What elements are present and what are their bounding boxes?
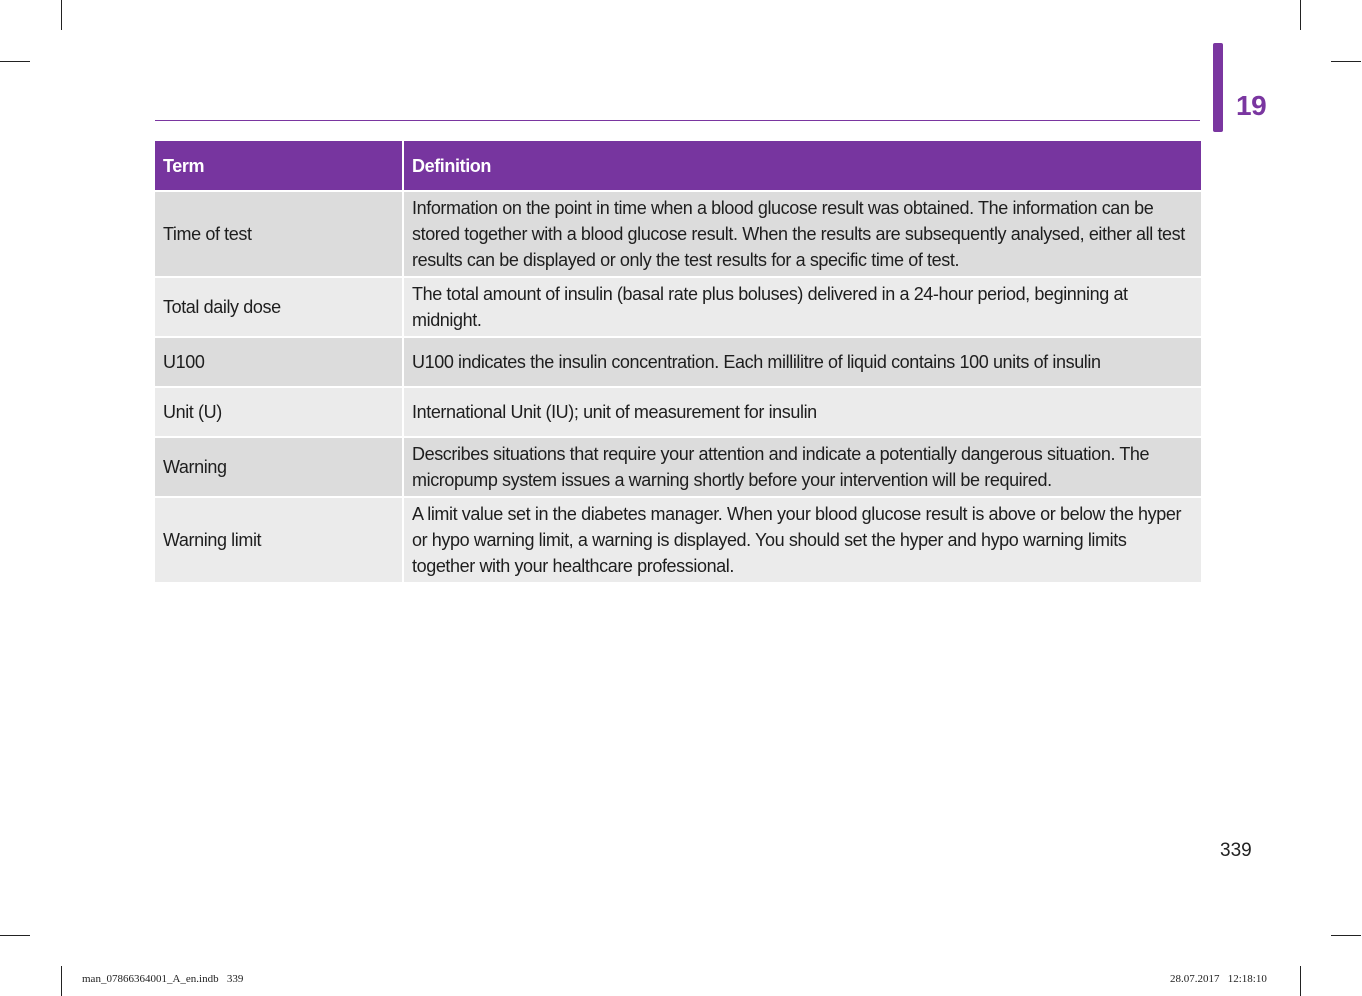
header-rule	[155, 120, 1200, 121]
definition-cell: International Unit (IU); unit of measurement for insulin	[403, 387, 1201, 437]
definition-cell: U100 indicates the insulin concentration. Each millilitre of liquid contains 100 units of insulin	[403, 337, 1201, 387]
table-row	[155, 437, 1201, 497]
term-cell: Unit (U)	[155, 387, 403, 437]
crop-mark	[0, 935, 30, 936]
table-row	[155, 191, 1201, 277]
print-timestamp: 28.07.2017 12:18:10	[1170, 973, 1267, 985]
definition-cell: A limit value set in the diabetes manager. When your blood glucose result is above or below the hyper or hypo warning limit, a warning is displayed. You should set the hyper and hypo warning limits together with your healthcare professional.	[403, 497, 1201, 582]
table-row	[155, 337, 1201, 387]
definition-cell: Describes situations that require your attention and indicate a potentially dangerous situation. The micropump system issues a warning shortly before your intervention will be required.	[403, 437, 1201, 497]
table-row	[155, 497, 1201, 582]
header-term: Term	[155, 141, 403, 191]
crop-mark	[1331, 61, 1361, 62]
chapter-number: 19	[1236, 90, 1267, 121]
definition-cell: Information on the point in time when a blood glucose result was obtained. The information can be stored together with a blood glucose result. When the results are subsequently analysed, either all test results can be displayed or only the test results for a specific time of test.	[403, 191, 1201, 277]
crop-mark	[1331, 935, 1361, 936]
chapter-tab-bar	[1213, 43, 1223, 132]
crop-mark	[0, 61, 30, 62]
term-cell: Time of test	[155, 191, 403, 277]
term-cell: Total daily dose	[155, 277, 403, 337]
term-cell: Warning limit	[155, 497, 403, 582]
term-cell: U100	[155, 337, 403, 387]
crop-mark	[61, 0, 62, 30]
crop-mark	[1300, 0, 1301, 30]
page-number: 339	[1220, 840, 1252, 861]
header-definition: Definition	[403, 141, 1201, 191]
print-file-slug: man_07866364001_A_en.indb 339	[82, 973, 244, 985]
table-header-row	[155, 141, 1201, 191]
table-row	[155, 277, 1201, 337]
glossary-table	[155, 141, 1201, 582]
table-row	[155, 387, 1201, 437]
definition-cell: The total amount of insulin (basal rate plus boluses) delivered in a 24-hour period, beginning at midnight.	[403, 277, 1201, 337]
crop-mark	[1300, 966, 1301, 996]
crop-mark	[61, 966, 62, 996]
term-cell: Warning	[155, 437, 403, 497]
